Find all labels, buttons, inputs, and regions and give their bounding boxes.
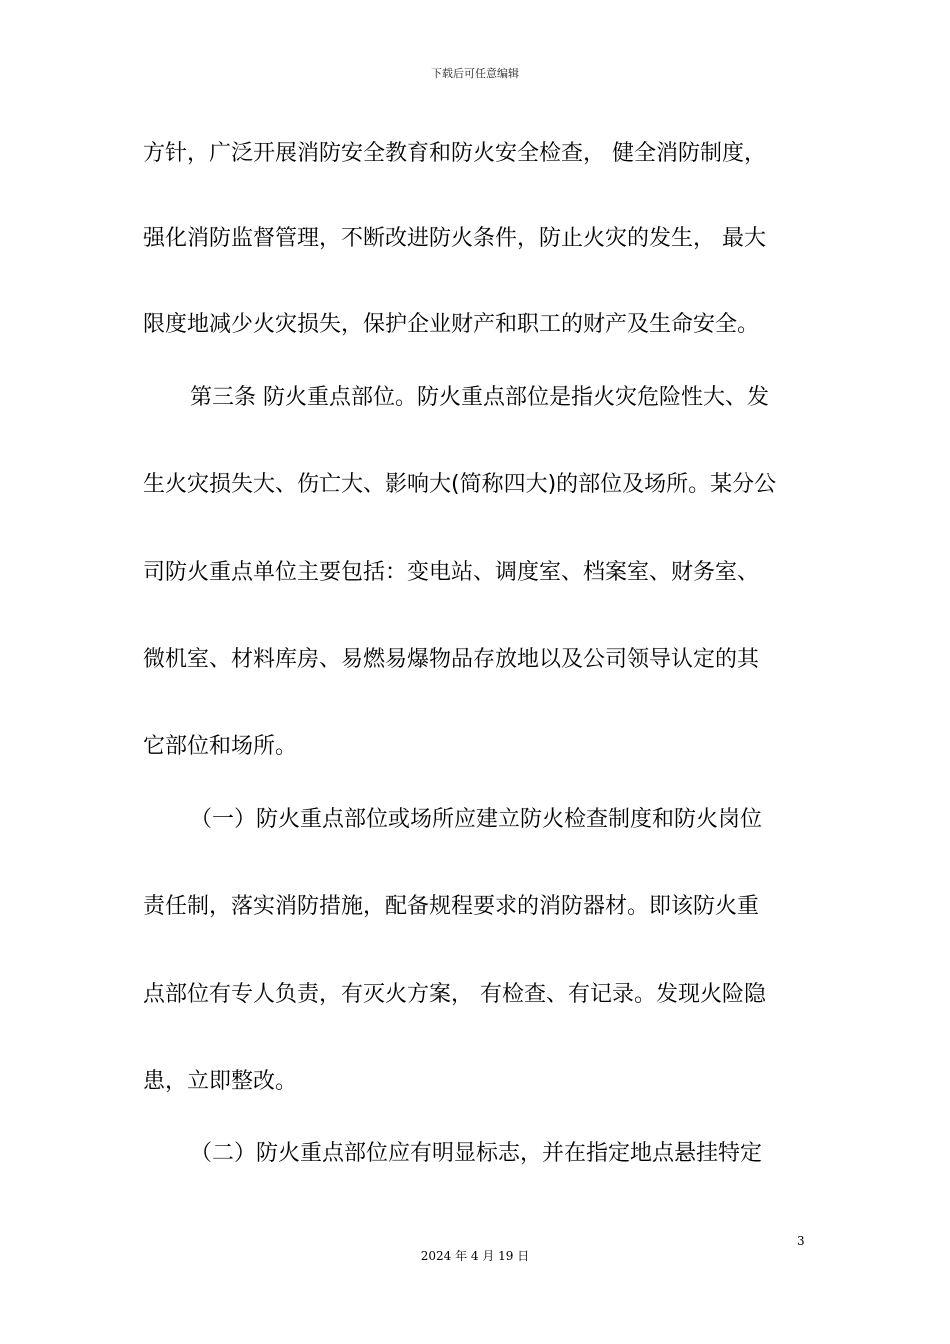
page-header-note: 下载后可任意编辑 <box>431 67 519 80</box>
text-line: 强化消防监督管理，不断改进防火条件，防止火灾的发生， 最大 <box>143 226 766 251</box>
text-line: 它部位和场所。 <box>143 734 298 759</box>
page-number: 3 <box>797 1234 805 1248</box>
text-line: 限度地减少火灾损失，保护企业财产和职工的财产及生命安全。 <box>143 312 760 337</box>
text-line: 责任制，落实消防措施，配备规程要求的消防器材。即该防火重 <box>143 894 760 919</box>
text-line: 司防火重点单位主要包括：变电站、调度室、档案室、财务室、 <box>143 560 760 585</box>
text-line: （二）防火重点部位应有明显标志，并在指定地点悬挂特定 <box>190 1141 763 1166</box>
text-line: （一）防火重点部位或场所应建立防火检查制度和防火岗位 <box>190 807 763 832</box>
text-line: 点部位有专人负责，有灭火方案， 有检查、有记录。发现火险隐 <box>143 982 766 1007</box>
text-line: 第三条 防火重点部位。防火重点部位是指火灾危险性大、发 <box>190 385 769 410</box>
text-line: 生火灾损失大、伤亡大、影响大(简称四大)的部位及场所。某分公 <box>143 472 777 497</box>
text-line: 患，立即整改。 <box>143 1069 298 1094</box>
text-line: 微机室、材料库房、易燃易爆物品存放地以及公司领导认定的其 <box>143 647 760 672</box>
footer-date: 2024 年 4 月 19 日 <box>420 1249 530 1263</box>
text-line: 方针，广泛开展消防安全教育和防火安全检查， 健全消防制度， <box>143 141 766 166</box>
